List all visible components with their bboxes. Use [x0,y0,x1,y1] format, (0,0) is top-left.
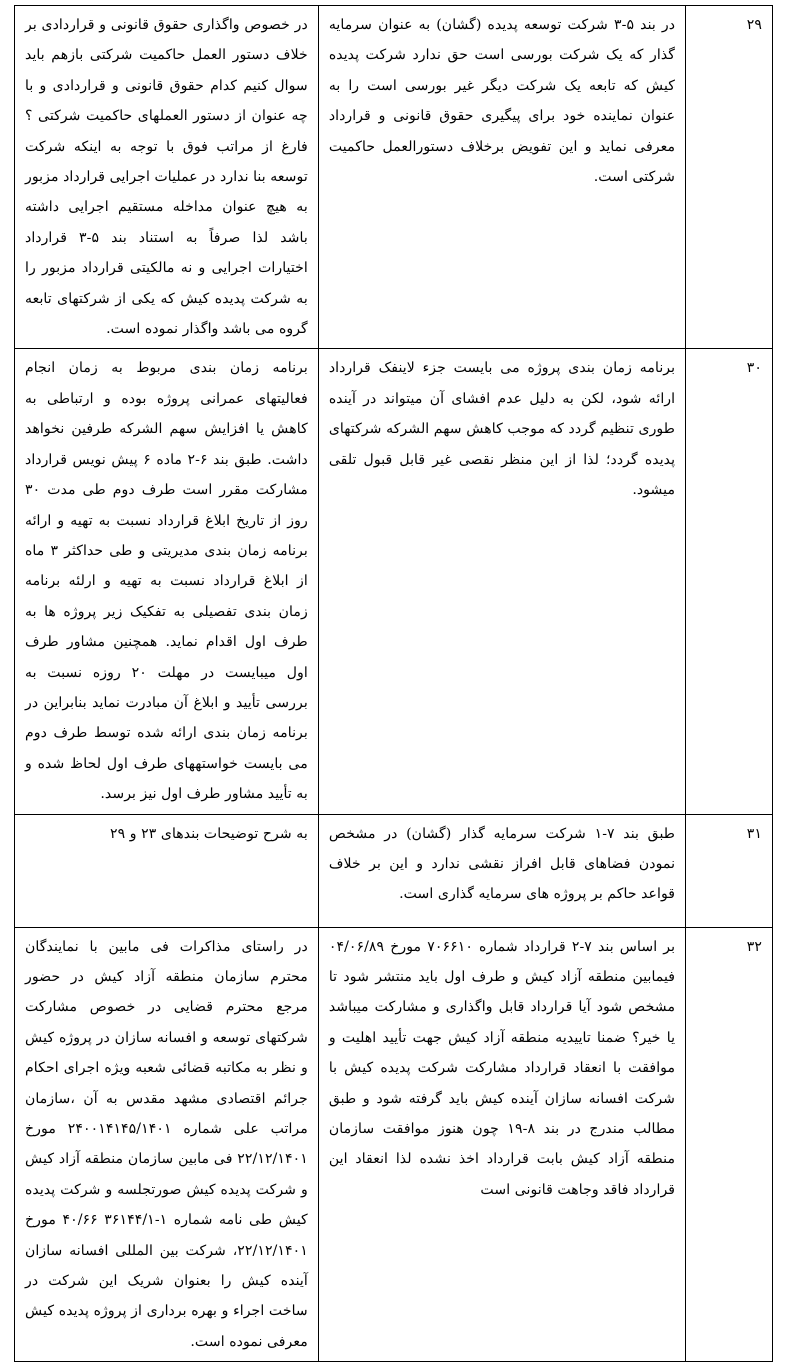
observation-cell: بر اساس بند ۷-۲ قرارداد شماره ۷۰۶۶۱۰ مورخ ۰۴/۰۶/۸۹ فیمابین منطقه آزاد کیش و طرف اول باید منتشر شود تا مشخص شود آیا قرارداد قابل واگذاری و مشارکت میباشد یا خیر؟ ضمنا تاییدیه منطقه آزاد کیش جهت تأیید اهلیت و موافقت با انعقاد قرارداد مشارکت شرکت پدیده کیش با شرکت افسانه سازان آینده کیش باید گرفته شود و طبق مطالب مندرج در بند ۸-۱۹ چون هنوز موافقت سازمان منطقه آزاد کیش بابت قرارداد اخذ نشده لذا انعقاد این قرارداد فاقد وجاهت قانونی است [318,927,685,1362]
table-row [15,927,773,1362]
observation-cell: برنامه زمان بندی پروژه می بایست جزء لاینفک قرارداد ارائه شود، لکن به دلیل عدم افشای آن میتواند در آینده طوری تنظیم گردد که موجب کاهش سهم الشرکه شرکتهای پدیده گردد؛ لذا از این منظر نقصی غیر قابل قبول تلقی میشود. [318,349,685,814]
row-number: ۳۲ [686,927,773,1362]
response-cell: به شرح توضیحات بندهای ۲۳ و ۲۹ [15,814,319,927]
row-number: ۲۹ [686,6,773,349]
row-number: ۳۰ [686,349,773,814]
response-cell: در خصوص واگذاری حقوق قانونی و قراردادی بر خلاف دستور العمل حاکمیت شرکتی بازهم باید سوال کنیم کدام حقوق قانونی و قراردادی و با چه عنوان از دستور العملهای حاکمیت شرکتی ؟ فارغ از مراتب فوق با توجه به اینکه شرکت توسعه بنا ندارد در عملیات اجرایی قرارداد مزبور به هیچ عنوان مداخله مستقیم اجرایی داشته باشد لذا صرفاً به استناد بند ۵-۳ قرارداد اختیارات اجرایی و نه مالکیتی قرارداد مزبور را به شرکت پدیده کیش که یکی از شرکتهای تابعه گروه می باشد واگذار نموده است. [15,6,319,349]
table-row [15,6,773,349]
table-row [15,349,773,814]
response-cell: برنامه زمان بندی مربوط به زمان انجام فعالیتهای عمرانی پروژه بوده و ارتباطی به کاهش یا افزایش سهم الشرکه طرفین نخواهد داشت. طبق بند ۶-۲ ماده ۶ پیش نویس قرارداد مشارکت مقرر است طرف دوم طی مدت ۳۰ روز از تاریخ ابلاغ قرارداد نسبت به تهیه و ارائه برنامه زمان بندی مدیریتی و طی حداکثر ۳ ماه از ابلاغ قرارداد نسبت به تهیه و ارلئه برنامه زمان بندی تفصیلی به تفکیک زیر پروژه ها به طرف اول اقدام نماید. همچنین مشاور طرف اول میبایست در مهلت ۲۰ روزه نسبت به بررسی تأیید و ابلاغ آن مبادرت نماید بنابراین در برنامه زمان بندی ارائه شده توسط طرف دوم می بایست خواستههای طرف اول لحاظ شده و به تأیید مشاور طرف اول نیز برسد. [15,349,319,814]
row-number: ۳۱ [686,814,773,927]
observation-cell: طبق بند ۷-۱ شرکت سرمایه گذار (گشان) در مشخص نمودن فضاهای قابل افراز نقشی ندارد و این بر خلاف قواعد حاکم بر پروژه های سرمایه گذاری است. [318,814,685,927]
observation-cell: در بند ۵-۳ شرکت توسعه پدیده (گشان) به عنوان سرمایه گذار که یک شرکت بورسی است حق ندارد شرکت پدیده کیش که تابعه یک شرکت دیگر غیر بورسی است را به عنوان نماینده خود برای پیگیری حقوق قانونی و قرارداد معرفی نماید و این تفویض برخلاف دستورالعمل حاکمیت شرکتی است. [318,6,685,349]
comments-table [14,5,773,1362]
response-cell: در راستای مذاکرات فی مابین با نمایندگان محترم سازمان منطقه آزاد کیش در حضور مرجع محترم قضایی در خصوص مشارکت شرکتهای توسعه و افسانه سازان در پروژه کیش و نظر به مکاتبه قضائی شعبه ویژه اجرای احکام جرائم اقتصادی مشهد مقدس به آن ،سازمان مراتب علی شماره ۲۴۰۰۱۴۱۴۵/۱۴۰۱ مورخ ۲۲/۱۲/۱۴۰۱ فی مابین سازمان منطقه آزاد کیش و شرکت پدیده کیش صورتجلسه و شرکت پدیده کیش طی نامه شماره ۱-۳۶۱۴۴/۱ ۴۰/۶۶ مورخ ۲۲/۱۲/۱۴۰۱، شرکت بین المللی افسانه سازان آینده کیش را بعنوان شریک این شرکت در ساخت اجراء و بهره برداری از پروژه پدیده کیش معرفی نموده است. [15,927,319,1362]
table-row [15,814,773,927]
